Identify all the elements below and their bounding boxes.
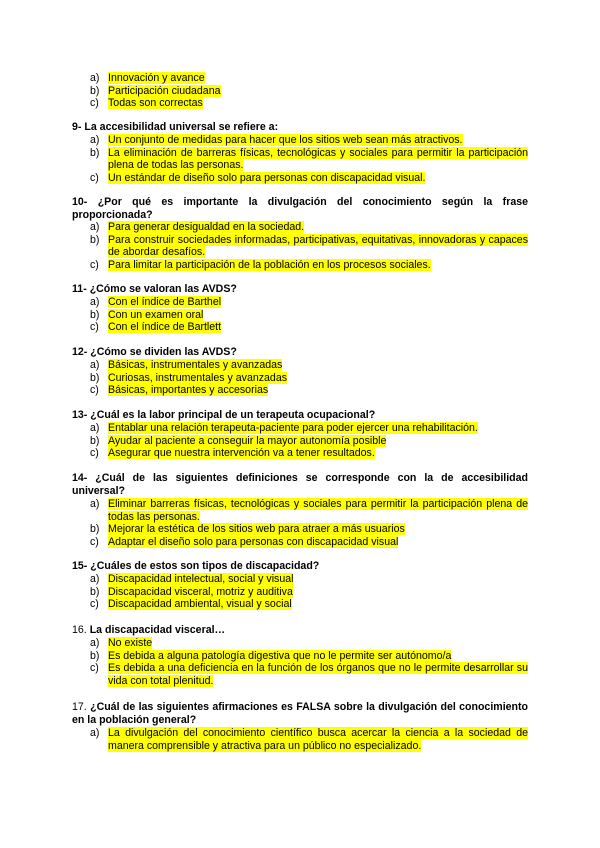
option-text: Asegurar que nuestra intervención va a tener resultados. (108, 447, 375, 460)
option-b (72, 372, 528, 385)
question-11 (72, 283, 528, 296)
option-letter: b) (90, 371, 100, 384)
option-text: Para construir sociedades informadas, participativas, equitativas, innovadoras y capaces de abordar desafíos. (108, 233, 528, 259)
option-letter: a) (90, 573, 100, 585)
option-a (72, 727, 528, 752)
option-b (72, 523, 528, 536)
option-letter: c) (90, 535, 99, 548)
option-a (72, 498, 528, 523)
question-12-options (72, 359, 528, 397)
option-text: Con un examen oral (108, 308, 204, 321)
option-letter: c) (90, 171, 99, 184)
option-letter: b) (90, 146, 100, 159)
option-b (72, 234, 528, 259)
option-letter: b) (90, 585, 100, 598)
question-17 (72, 701, 528, 726)
option-b (72, 309, 528, 322)
option-text: Adaptar el diseño solo para personas con discapacidad visual (108, 535, 399, 548)
option-text: Innovación y avance (108, 72, 205, 84)
option-letter: b) (90, 649, 100, 662)
option-text: Discapacidad intelectual, social y visual (108, 573, 294, 585)
option-letter: c) (90, 598, 99, 611)
option-a (72, 422, 528, 435)
option-b (72, 85, 528, 98)
question-13 (72, 409, 528, 422)
option-text: Con el índice de Barthel (108, 296, 222, 308)
option-letter: a) (90, 498, 100, 510)
option-c (72, 447, 528, 460)
option-letter: b) (90, 233, 100, 246)
question-9-options (72, 134, 528, 184)
option-letter: c) (90, 447, 99, 460)
option-letter: c) (90, 662, 99, 675)
option-letter: b) (90, 84, 100, 97)
question-text: ¿Cuál de las siguientes definiciones se corresponde con la de accesibilidad universal? (72, 472, 528, 497)
question-17-options (72, 727, 528, 752)
option-text: Básicas, importantes y accesorias (108, 384, 269, 397)
option-text: Curiosas, instrumentales y avanzadas (108, 371, 288, 384)
option-letter: b) (90, 308, 100, 321)
option-letter: a) (90, 72, 100, 84)
option-text: Es debida a alguna patología digestiva que no le permite ser autónomo/a (108, 649, 452, 662)
question-11-options (72, 296, 528, 334)
option-c (72, 259, 528, 272)
option-letter: c) (90, 97, 99, 110)
question-number: 9- (72, 121, 82, 133)
continued-options (72, 72, 528, 110)
option-a (72, 72, 528, 85)
option-text: No existe (108, 637, 153, 649)
option-text: Básicas, instrumentales y avanzadas (108, 359, 283, 371)
option-b (72, 650, 528, 663)
option-text: Mejorar la estética de los sitios web para atraer a más usuarios (108, 523, 405, 536)
option-a (72, 296, 528, 309)
option-letter: a) (90, 422, 100, 434)
option-text: La eliminación de barreras físicas, tecnológicas y sociales para permitir la participación plena de todas las personas. (108, 146, 528, 172)
question-text: La accesibilidad universal se refiere a: (84, 121, 279, 133)
option-text: Ayudar al paciente a conseguir la mayor autonomía posible (108, 434, 387, 447)
option-letter: b) (90, 434, 100, 447)
option-text: Discapacidad ambiental, visual y social (108, 598, 292, 611)
question-12 (72, 346, 528, 359)
question-14-options (72, 498, 528, 548)
question-text: ¿Cómo se dividen las AVDS? (90, 346, 237, 358)
option-letter: a) (90, 134, 100, 146)
question-14 (72, 472, 528, 497)
option-c (72, 598, 528, 611)
question-13-options (72, 422, 528, 460)
option-text: Participación ciudadana (108, 84, 221, 97)
option-c (72, 321, 528, 334)
option-text: Un conjunto de medidas para hacer que los sitios web sean más atractivos. (108, 134, 463, 146)
option-text: Con el índice de Bartlett (108, 321, 222, 334)
option-c (72, 536, 528, 549)
question-number: 10- (72, 196, 88, 208)
option-a (72, 573, 528, 586)
option-c (72, 97, 528, 110)
option-a (72, 637, 528, 650)
question-text: ¿Cómo se valoran las AVDS? (89, 283, 237, 295)
option-text: Es debida a una deficiencia en la función de los órganos que no le permite desarrollar su vida con total plenitud. (108, 662, 528, 687)
option-text: Entablar una relación terapeuta-paciente para poder ejercer una rehabilitación. (108, 422, 478, 434)
option-text: Para generar desigualdad en la sociedad. (108, 221, 305, 233)
option-letter: a) (90, 296, 100, 308)
option-letter: a) (90, 221, 100, 233)
option-text: La divulgación del conocimiento científico busca acercar la ciencia a la sociedad de manera comprensible y atractiva para un público no especializado. (108, 727, 528, 752)
question-15-options (72, 573, 528, 611)
question-text: ¿Cuáles de estos son tipos de discapacidad? (90, 560, 320, 572)
question-15 (72, 560, 528, 573)
option-a (72, 359, 528, 372)
question-9 (72, 121, 528, 134)
option-b (72, 147, 528, 172)
question-number: 11- (72, 283, 87, 295)
option-letter: b) (90, 523, 100, 536)
option-letter: a) (90, 359, 100, 371)
option-a (72, 221, 528, 234)
option-text: Todas son correctas (108, 97, 203, 110)
option-letter: c) (90, 321, 99, 334)
option-letter: a) (90, 637, 100, 649)
question-16 (72, 624, 528, 637)
question-text: ¿Cuál de las siguientes afirmaciones es FALSA sobre la divulgación del conocimiento en la población general? (72, 701, 528, 726)
option-letter: c) (90, 258, 99, 271)
question-10-options (72, 221, 528, 271)
question-text: La discapacidad visceral… (89, 624, 226, 636)
option-text: Discapacidad visceral, motriz y auditiva (108, 585, 293, 598)
question-number: 14- (72, 472, 88, 484)
question-number: 12- (72, 346, 88, 358)
question-number: 16. (72, 624, 87, 636)
option-a (72, 134, 528, 147)
option-c (72, 662, 528, 687)
option-b (72, 586, 528, 599)
question-16-options (72, 637, 528, 687)
question-number: 17. (72, 701, 87, 713)
option-text: Un estándar de diseño solo para personas con discapacidad visual. (108, 171, 426, 184)
question-10 (72, 196, 528, 221)
option-text: Eliminar barreras físicas, tecnológicas y sociales para permitir la participación plena de todas las personas. (108, 498, 528, 523)
question-text: ¿Por qué es importante la divulgación del conocimiento según la frase proporcionada? (72, 196, 528, 221)
option-letter: c) (90, 384, 99, 397)
option-c (72, 384, 528, 397)
option-text: Para limitar la participación de la población en los procesos sociales. (108, 258, 431, 271)
question-text: ¿Cuál es la labor principal de un terapeuta ocupacional? (90, 409, 376, 421)
question-number: 15- (72, 560, 88, 572)
question-number: 13- (72, 409, 88, 421)
option-letter: a) (90, 727, 100, 739)
option-c (72, 172, 528, 185)
option-b (72, 435, 528, 448)
